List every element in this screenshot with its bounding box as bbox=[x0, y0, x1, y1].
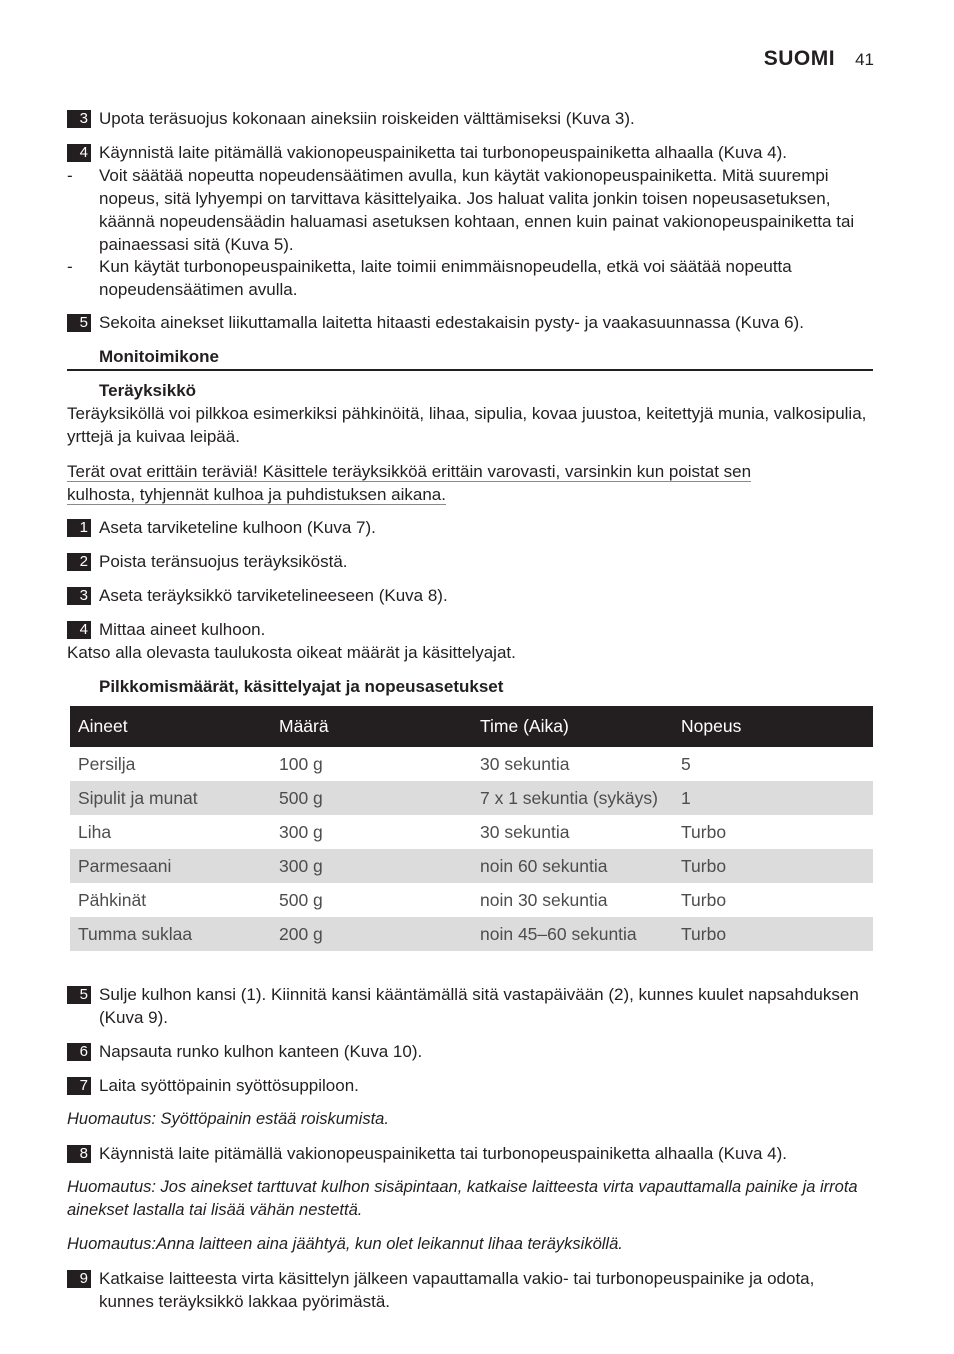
table-cell: 500 g bbox=[271, 883, 472, 917]
table-cell: noin 60 sekuntia bbox=[472, 849, 673, 883]
table-cell: Turbo bbox=[673, 815, 873, 849]
step-number: 2 bbox=[67, 553, 91, 571]
step-number: 7 bbox=[67, 1077, 91, 1095]
dash-item bbox=[67, 255, 873, 301]
section-divider bbox=[67, 369, 873, 371]
step-number: 3 bbox=[67, 110, 91, 128]
step-text: Upota teräsuojus kokonaan aineksiin roiskeiden välttämiseksi (Kuva 3). bbox=[99, 109, 635, 128]
note: Huomautus: Syöttöpainin estää roiskumista. bbox=[67, 1110, 389, 1128]
step-text: Aseta teräyksikkö tarviketelineeseen (Kuva 8). bbox=[99, 586, 448, 605]
column-header: Aineet bbox=[70, 706, 271, 747]
table-cell: Persilja bbox=[70, 747, 271, 781]
table-cell: 300 g bbox=[271, 815, 472, 849]
step-text: Sulje kulhon kansi (1). Kiinnitä kansi kääntämällä sitä vastapäivään (2), kunnes kuulet napsahduksen (Kuva 9). bbox=[99, 985, 859, 1027]
table-cell: Turbo bbox=[673, 883, 873, 917]
step-text: Mittaa aineet kulhoon. bbox=[99, 620, 266, 639]
step-item bbox=[67, 1142, 873, 1165]
note: Huomautus:Anna laitteen aina jäähtyä, kun olet leikannut lihaa teräyksiköllä. bbox=[67, 1235, 623, 1253]
step-item bbox=[67, 1074, 873, 1097]
table-cell: Turbo bbox=[673, 849, 873, 883]
table-header-row bbox=[70, 706, 873, 747]
step-number: 3 bbox=[67, 587, 91, 605]
warning-text: kulhosta, tyhjennät kulhoa ja puhdistuksen aikana. bbox=[67, 485, 446, 504]
step-item bbox=[67, 516, 873, 539]
step-item bbox=[67, 983, 873, 1029]
table-row bbox=[70, 781, 873, 815]
table-row bbox=[70, 883, 873, 917]
table-cell: Parmesaani bbox=[70, 849, 271, 883]
section-title: Monitoimikone bbox=[99, 347, 219, 366]
table-cell: noin 30 sekuntia bbox=[472, 883, 673, 917]
step-number: 4 bbox=[67, 621, 91, 639]
table-cell: 1 bbox=[673, 781, 873, 815]
table-cell: noin 45–60 sekuntia bbox=[472, 917, 673, 951]
step-item bbox=[67, 1267, 873, 1313]
table-cell: 5 bbox=[673, 747, 873, 781]
column-header: Time (Aika) bbox=[472, 706, 673, 747]
dash-marker: - bbox=[67, 257, 73, 276]
table-cell: 300 g bbox=[271, 849, 472, 883]
table-row bbox=[70, 815, 873, 849]
table-cell: 500 g bbox=[271, 781, 472, 815]
step-text: Napsauta runko kulhon kanteen (Kuva 10). bbox=[99, 1042, 423, 1061]
page-number: 41 bbox=[855, 50, 874, 69]
table-cell: 30 sekuntia bbox=[472, 747, 673, 781]
table-cell: Tumma suklaa bbox=[70, 917, 271, 951]
dash-item bbox=[67, 164, 873, 256]
warning-line bbox=[67, 483, 873, 506]
column-header: Nopeus bbox=[673, 706, 873, 747]
table-title: Pilkkomismäärät, käsittelyajat ja nopeusasetukset bbox=[99, 677, 504, 696]
language-label: SUOMI bbox=[763, 47, 836, 70]
step-item bbox=[67, 141, 873, 164]
table-row bbox=[70, 747, 873, 781]
table-cell: 30 sekuntia bbox=[472, 815, 673, 849]
subsection-title: Teräyksikkö bbox=[99, 381, 197, 400]
step-number: 4 bbox=[67, 144, 91, 162]
step-number: 1 bbox=[67, 519, 91, 537]
table-intro: Katso alla olevasta taulukosta oikeat määrät ja käsittelyajat. bbox=[67, 643, 516, 662]
table-cell: 200 g bbox=[271, 917, 472, 951]
step-text: Katkaise laitteesta virta käsittelyn jälkeen vapauttamalla vakio- tai turbonopeuspainike ja odota, kunnes teräyksikkö lakkaa pyörimästä. bbox=[99, 1269, 815, 1311]
step-item bbox=[67, 584, 873, 607]
dash-marker: - bbox=[67, 166, 73, 185]
step-number: 9 bbox=[67, 1270, 91, 1288]
page-header bbox=[764, 47, 874, 71]
step-number: 8 bbox=[67, 1145, 91, 1163]
step-text: Laita syöttöpainin syöttösuppiloon. bbox=[99, 1076, 359, 1095]
table-cell: 7 x 1 sekuntia (sykäys) bbox=[472, 781, 673, 815]
step-item bbox=[67, 311, 873, 334]
warning-line bbox=[67, 460, 873, 483]
table-cell: 100 g bbox=[271, 747, 472, 781]
table-cell: Pähkinät bbox=[70, 883, 271, 917]
table-cell: Sipulit ja munat bbox=[70, 781, 271, 815]
step-item bbox=[67, 550, 873, 573]
dash-text: Kun käytät turbonopeuspainiketta, laite toimii enimmäisnopeudella, etkä voi säätää nopeutta nopeudensäätimen avulla. bbox=[99, 257, 792, 299]
step-item bbox=[67, 618, 873, 641]
intro-paragraph: Teräyksiköllä voi pilkkoa esimerkiksi pähkinöitä, lihaa, sipulia, kovaa juustoa, keitettyjä munia, valkosipulia, yrttejä ja kuivaa leipää. bbox=[67, 404, 867, 446]
processing-table bbox=[70, 706, 873, 951]
note: Huomautus: Jos ainekset tarttuvat kulhon sisäpintaan, katkaise laitteesta virta vapauttamalla painike ja irrota ainekset lastalla tai lisää vähän nestettä. bbox=[67, 1178, 858, 1219]
table-row bbox=[70, 917, 873, 951]
step-item bbox=[67, 1040, 873, 1063]
step-text: Käynnistä laite pitämällä vakionopeuspainiketta tai turbonopeuspainiketta alhaalla (Kuva 4). bbox=[99, 143, 787, 162]
step-text: Poista teränsuojus teräyksiköstä. bbox=[99, 552, 348, 571]
step-text: Käynnistä laite pitämällä vakionopeuspainiketta tai turbonopeuspainiketta alhaalla (Kuva 4). bbox=[99, 1144, 787, 1163]
column-header: Määrä bbox=[271, 706, 472, 747]
step-number: 5 bbox=[67, 986, 91, 1004]
step-item bbox=[67, 107, 873, 130]
step-text: Aseta tarviketeline kulhoon (Kuva 7). bbox=[99, 518, 376, 537]
table-row bbox=[70, 849, 873, 883]
step-text: Sekoita ainekset liikuttamalla laitetta hitaasti edestakaisin pysty- ja vaakasuunnassa (Kuva 6). bbox=[99, 313, 804, 332]
dash-text: Voit säätää nopeutta nopeudensäätimen avulla, kun käytät vakionopeuspainiketta. Mitä suurempi nopeus, sitä lyhyempi on tarvittava käsittelyaika. Jos haluat valita jonkin toisen nopeusasetuksen, käännä nopeudensäädin haluamasi asetuksen kohtaan, ennen kuin painat vakionopeuspainiketta tai painaessasi sitä (Kuva 5). bbox=[99, 166, 855, 254]
table-cell: Liha bbox=[70, 815, 271, 849]
table-cell: Turbo bbox=[673, 917, 873, 951]
step-number: 6 bbox=[67, 1043, 91, 1061]
warning-text: Terät ovat erittäin teräviä! Käsittele teräyksikköä erittäin varovasti, varsinkin kun poistat sen bbox=[67, 462, 752, 481]
step-number: 5 bbox=[67, 314, 91, 332]
